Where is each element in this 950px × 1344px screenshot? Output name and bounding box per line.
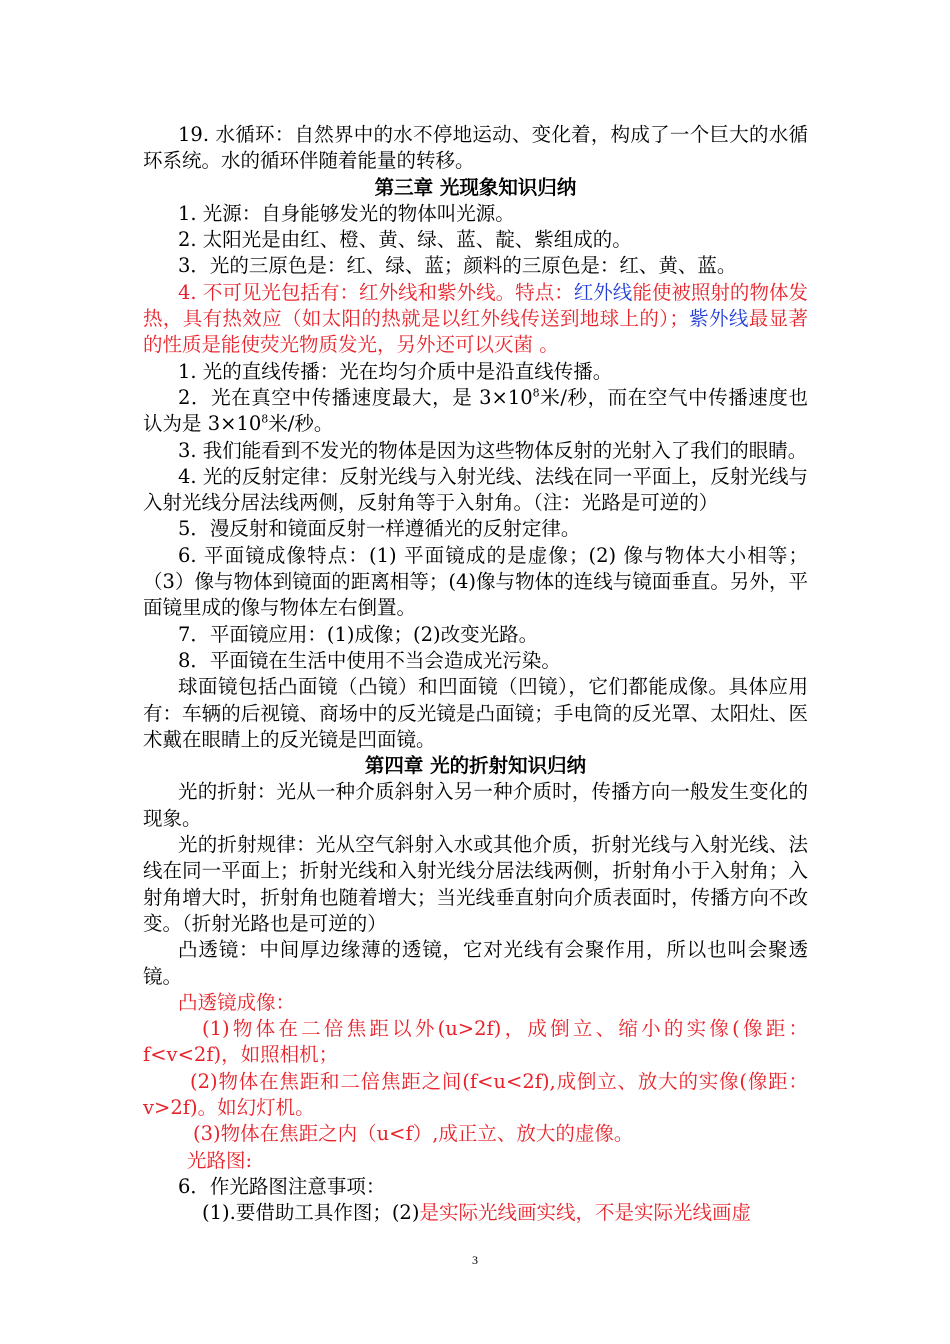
- item-ray-diagram: 光路图:: [187, 1148, 253, 1172]
- light-speed-text-2: 米/秒，而在空气中传播速度也认为是 3×10: [143, 385, 808, 436]
- invisible-light-intro: 4. 不可见光包括有：红外线和紫外线。特点：: [178, 280, 574, 304]
- item-reflection-law: 4. 光的反射定律：反射光线与入射光线、法线在同一平面上，反射光线与入射光线分居法线两侧，反射角等于入射角。（注：光路是可逆的）: [143, 464, 808, 515]
- item-plane-mirror-uses: 7．平面镜应用：(1)成像；(2)改变光路。: [178, 622, 539, 646]
- chapter3-heading: 第三章 光现象知识归纳: [374, 175, 577, 199]
- ultraviolet-term: 紫外线: [688, 307, 749, 331]
- item-ray-diagram-notes: 6．作光路图注意事项：: [178, 1174, 386, 1198]
- light-speed-text-1: 2．光在真空中传播速度最大，是 3×10: [178, 385, 533, 409]
- item-light-pollution: 8．平面镜在生活中使用不当会造成光污染。: [178, 648, 561, 672]
- page-number: 3: [472, 1253, 478, 1267]
- infrared-term: 红外线: [573, 280, 633, 304]
- item-sunlight: 2. 太阳光是由红、橙、黄、绿、蓝、靛、紫组成的。: [178, 228, 632, 252]
- item-convex-lens: 凸透镜：中间厚边缘薄的透镜，它对光线有会聚作用，所以也叫会聚透镜。: [143, 938, 808, 988]
- chapter4-heading: 第四章 光的折射知识归纳: [364, 754, 587, 778]
- infrared-desc: 能使被照射的物体发热，具有热效应（如太阳的热就是以红外线传送到地球上的）；: [143, 280, 808, 331]
- item-imaging-case-3: (3)物体在焦距之内（u<f）,成正立、放大的虚像。: [193, 1122, 634, 1146]
- item-imaging-case-1: (1)物体在二倍焦距以外(u>2f)，成倒立、缩小的实像(像距：f<v<2f)，如照相机；: [143, 1017, 808, 1067]
- item-imaging-case-2: (2)物体在焦距和二倍焦距之间(f<u<2f),成倒立、放大的实像(像距：v>2f)。如幻灯机。: [143, 1069, 808, 1119]
- item-refraction-def: 光的折射：光从一种介质斜射入另一种介质时，传播方向一般发生变化的现象。: [143, 780, 808, 830]
- item-convex-imaging-title: 凸透镜成像：: [178, 990, 296, 1014]
- item-light-speed: [143, 385, 808, 438]
- paragraph-water-cycle: 19. 水循环：自然界中的水不停地运动、变化着，构成了一个巨大的水循环系统。水的循环伴随着能量的转移。: [143, 123, 808, 173]
- item-refraction-law: 光的折射规律：光从空气斜射入水或其他介质，折射光线与入射光线、法线在同一平面上；折射光线和入射光线分居法线两侧，折射角小于入射角；入射角增大时，折射角也随着增大；当光线垂直射向介质表面时，传播方向不改变。（折射光路也是可逆的）: [143, 833, 808, 935]
- item-straight-propagation: 1. 光的直线传播：光在均匀介质中是沿直线传播。: [178, 359, 613, 383]
- note-text-black: (1).要借助工具作图；(2): [202, 1201, 420, 1225]
- item-primary-colors: 3．光的三原色是：红、绿、蓝；颜料的三原色是：红、黄、蓝。: [178, 254, 737, 278]
- item-plane-mirror-features: 6. 平面镜成像特点：(1) 平面镜成的是虚像；(2) 像与物体大小相等；（3）像与物体到镜面的距离相等；(4)像与物体的连线与镜面垂直。另外，平面镜里成的像与物体左右倒置。: [143, 543, 808, 620]
- item-ray-diagram-note-1: [143, 1200, 808, 1226]
- item-invisible-light: [143, 280, 808, 359]
- item-diffuse-reflection: 5．漫反射和镜面反射一样遵循光的反射定律。: [178, 517, 581, 541]
- item-spherical-mirrors: 球面镜包括凸面镜（凸镜）和凹面镜（凹镜），它们都能成像。具体应用有：车辆的后视镜、商场中的反光镜是凸面镜；手电筒的反光罩、太阳灶、医术戴在眼睛上的反光镜是凹面镜。: [143, 675, 808, 751]
- item-light-source: 1. 光源：自身能够发光的物体叫光源。: [178, 201, 515, 225]
- exponent-2: 8: [261, 412, 269, 426]
- light-speed-text-3: 米/秒。: [268, 412, 334, 436]
- note-text-red: 是实际光线画实线，不是实际光线画虚: [419, 1201, 751, 1225]
- exponent-1: 8: [532, 386, 540, 400]
- item-see-objects: 3. 我们能看到不发光的物体是因为这些物体反射的光射入了我们的眼睛。: [178, 438, 808, 462]
- ultraviolet-desc: 最显著的性质是能使荧光物质发光，另外还可以灭菌 。: [143, 307, 808, 357]
- document-page: [143, 122, 808, 1226]
